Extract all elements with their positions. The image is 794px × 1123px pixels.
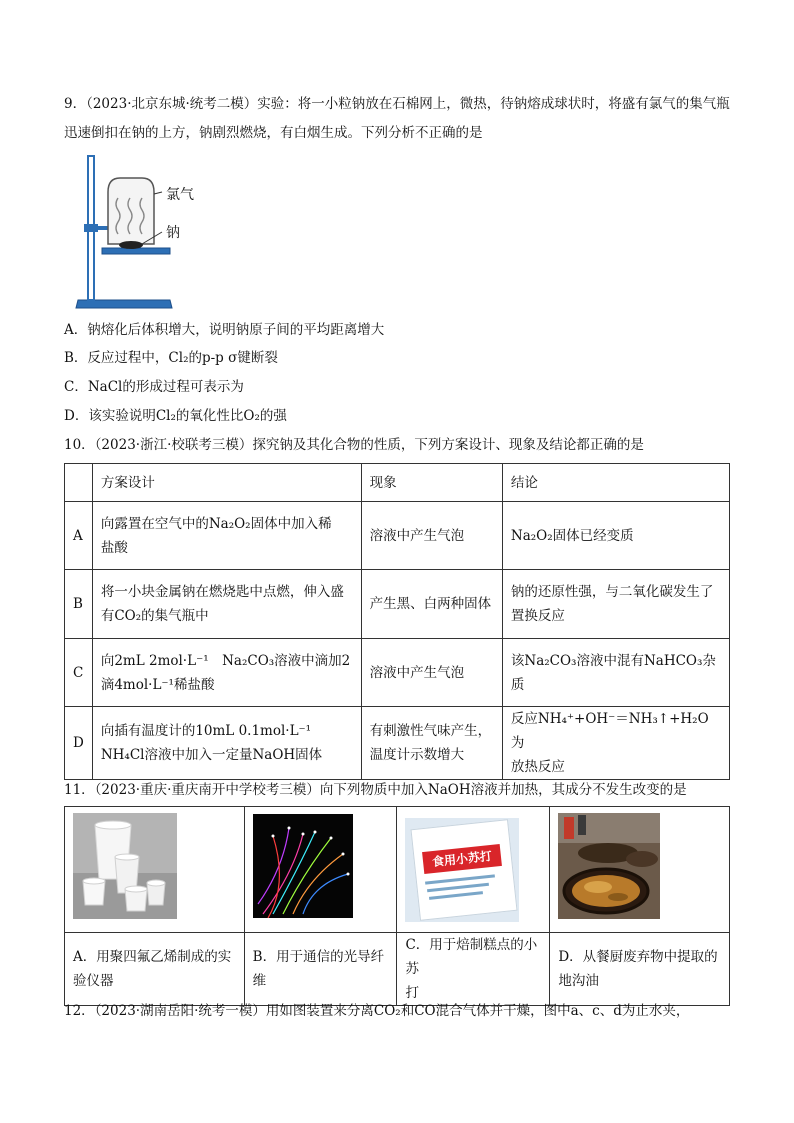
row-conclusion bbox=[502, 639, 729, 707]
phenomenon-line: 溶液中产生气泡 bbox=[369, 664, 465, 681]
caption-line: D．从餐厨废弃物中提取的 bbox=[558, 949, 718, 965]
conclusion-line: Na₂O₂固体已经变质 bbox=[510, 527, 634, 544]
q10-stem-text: 探究钠及其化合物的性质，下列方案设计、现象及结论都正确的是 bbox=[252, 437, 644, 453]
q12-stem-text: 用如图装置来分离CO₂和CO混合气体并干燥，图中a、c、d为止水夹， bbox=[265, 1003, 690, 1019]
baking-soda-package-image bbox=[405, 818, 519, 922]
row-conclusion bbox=[502, 570, 729, 639]
q11-caption-c bbox=[397, 933, 550, 1006]
q11-caption-b bbox=[244, 933, 397, 1006]
row-design bbox=[92, 570, 361, 639]
design-line: 盐酸 bbox=[100, 539, 128, 556]
q9-option-d: D．该实验说明Cl₂的氧化性比O₂的强 bbox=[64, 408, 287, 424]
conclusion-line: 质 bbox=[510, 676, 525, 693]
q9-stem-text: 实验：将一小粒钠放在石棉网上，微热，待钠熔成球状时，将盛有氯气的集气瓶迅速倒扣在钠的上方，钠剧烈燃烧，有白烟生成。下列分析不正确的是 bbox=[64, 96, 730, 141]
row-phenomenon bbox=[361, 639, 502, 707]
q9-option-b: B．反应过程中，Cl₂的p-p σ键断裂 bbox=[64, 350, 278, 366]
q11-caption-row bbox=[65, 933, 730, 1006]
q11-image-c-cell bbox=[397, 807, 550, 933]
q11-image-row bbox=[65, 807, 730, 933]
row-label: B bbox=[65, 570, 93, 639]
row-phenomenon bbox=[361, 502, 502, 570]
row-label: A bbox=[65, 502, 93, 570]
row-phenomenon bbox=[361, 570, 502, 639]
apparatus-figure bbox=[74, 152, 204, 312]
phenomenon-line: 溶液中产生气泡 bbox=[369, 527, 465, 544]
q10-header-blank bbox=[65, 464, 93, 502]
q11-number: 11． bbox=[64, 782, 95, 798]
iron-stand-illustration bbox=[74, 152, 204, 312]
q11-image-d-cell bbox=[550, 807, 730, 933]
q10-header-design: 方案设计 bbox=[92, 464, 361, 502]
optical-fiber-image bbox=[253, 814, 353, 918]
q10-row-d bbox=[65, 707, 730, 780]
q10-header-conclusion: 结论 bbox=[502, 464, 729, 502]
caption-line: 打 bbox=[405, 985, 419, 1001]
q10-row-c bbox=[65, 639, 730, 707]
q10-stem bbox=[64, 435, 644, 455]
phenomenon-line: 产生黑、白两种固体 bbox=[369, 596, 492, 612]
conclusion-line: 该Na₂CO₃溶液中混有NaHCO₃杂 bbox=[510, 652, 716, 669]
q11-stem-text: 向下列物质中加入NaOH溶液并加热，其成分不发生改变的是 bbox=[319, 782, 687, 798]
q11-stem bbox=[64, 780, 687, 800]
phenomenon-line: 有刺激性气味产生， bbox=[369, 723, 492, 739]
caption-line: C．用于焙制糕点的小苏 bbox=[405, 937, 538, 977]
q9-number: 9． bbox=[64, 96, 87, 112]
conclusion-line: 钠的还原性强，与二氧化碳发生了 bbox=[510, 584, 714, 600]
caption-line: 验仪器 bbox=[73, 973, 114, 989]
q12-stem bbox=[64, 1001, 689, 1021]
row-label: D bbox=[65, 707, 93, 780]
q10-number: 10． bbox=[64, 437, 95, 453]
q11-caption-d bbox=[550, 933, 730, 1006]
q10-header-row bbox=[65, 464, 730, 502]
q9-stem bbox=[64, 90, 734, 148]
q10-table bbox=[64, 463, 730, 780]
q11-caption-a bbox=[65, 933, 245, 1006]
q11-image-b-cell bbox=[244, 807, 397, 933]
conclusion-line: 反应NH₄⁺+OH⁻＝NH₃↑+H₂O为 bbox=[510, 711, 709, 751]
label-sodium: 钠 bbox=[166, 225, 180, 241]
caption-line: 地沟油 bbox=[558, 973, 599, 989]
phenomenon-line: 温度计示数增大 bbox=[369, 747, 465, 763]
caption-line: B．用于通信的光导纤 bbox=[252, 949, 385, 965]
row-label: C bbox=[65, 639, 93, 707]
label-chlorine-gas: 氯气 bbox=[166, 187, 194, 203]
row-design bbox=[92, 639, 361, 707]
design-line: 向露置在空气中的Na₂O₂固体中加入稀 bbox=[100, 515, 332, 532]
package-label: 食用小苏打 bbox=[423, 843, 503, 873]
q12-source: （2023·湖南岳阳·统考一模） bbox=[94, 1003, 266, 1019]
q9-source: （2023·北京东城·统考二模） bbox=[86, 96, 258, 112]
row-conclusion bbox=[502, 707, 729, 780]
row-phenomenon bbox=[361, 707, 502, 780]
gutter-oil-image bbox=[558, 813, 660, 919]
design-line: 有CO₂的集气瓶中 bbox=[100, 608, 209, 624]
design-line: 向插有温度计的10mL 0.1mol·L⁻¹ bbox=[100, 723, 312, 739]
q10-header-phenomenon: 现象 bbox=[361, 464, 502, 502]
q10-row-a bbox=[65, 502, 730, 570]
q9-option-a: A．钠熔化后体积增大，说明钠原子间的平均距离增大 bbox=[64, 322, 385, 338]
row-design bbox=[92, 707, 361, 780]
q10-row-b bbox=[65, 570, 730, 639]
q11-source: （2023·重庆·重庆南开中学校考三模） bbox=[94, 782, 320, 798]
design-line: 向2mL 2mol·L⁻¹ Na₂CO₃溶液中滴加2 bbox=[100, 652, 351, 669]
q10-source: （2023·浙江·校联考三模） bbox=[94, 437, 253, 453]
conclusion-line: 放热反应 bbox=[510, 759, 565, 775]
design-line: 将一小块金属钠在燃烧匙中点燃，伸入盛 bbox=[100, 584, 344, 600]
row-design bbox=[92, 502, 361, 570]
design-line: 滴4mol·L⁻¹稀盐酸 bbox=[100, 676, 215, 693]
q11-image-a-cell bbox=[65, 807, 245, 933]
conclusion-line: 置换反应 bbox=[510, 608, 565, 624]
q11-table bbox=[64, 806, 730, 1006]
q9-option-c: C．NaCl的形成过程可表示为 bbox=[64, 379, 244, 395]
row-conclusion bbox=[502, 502, 729, 570]
design-line: NH₄Cl溶液中加入一定量NaOH固体 bbox=[100, 747, 323, 763]
caption-line: 维 bbox=[252, 973, 267, 989]
q12-number: 12． bbox=[64, 1003, 95, 1019]
ptfe-labware-image bbox=[73, 813, 177, 919]
caption-line: A．用聚四氟乙烯制成的实 bbox=[73, 949, 232, 965]
